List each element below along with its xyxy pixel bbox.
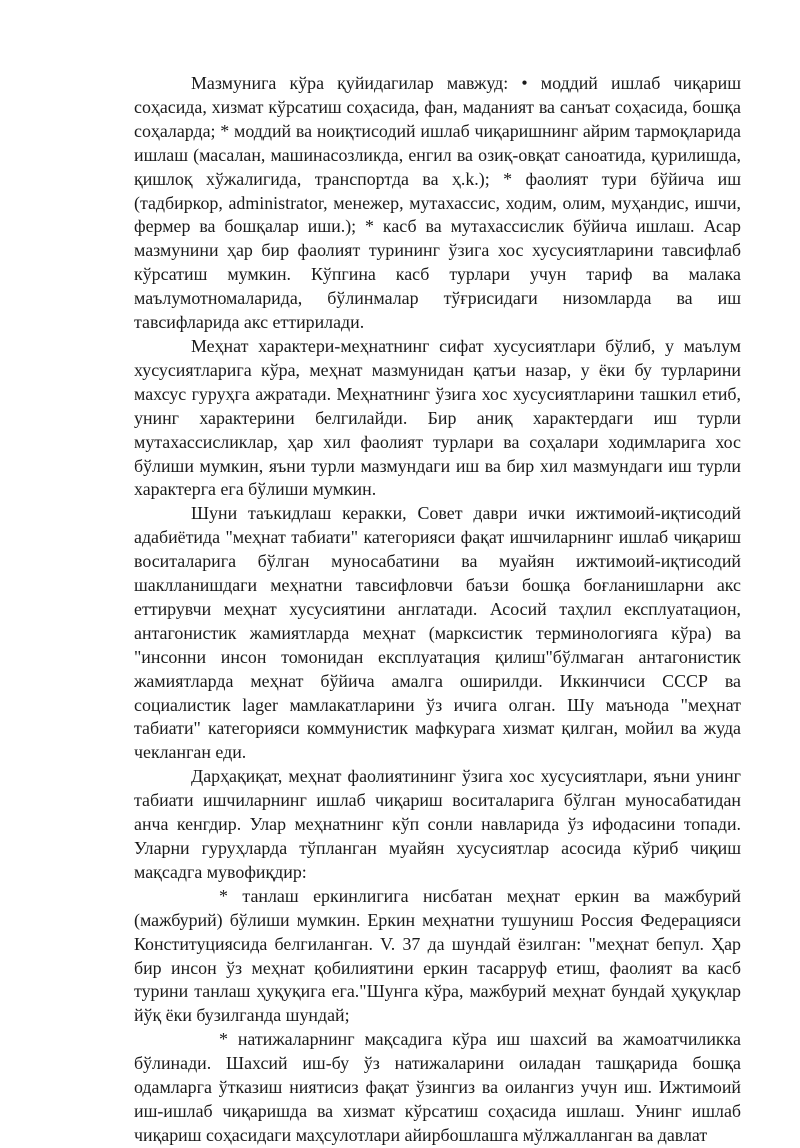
- document-page: [134, 72, 741, 1148]
- bullet-personal-public-labor: * натижаларнинг мақсадига кўра иш шахсий ва жамоатчиликка бўлинади. Шахсий иш-бу ўз натижаларини оиладан ташқарида бошқа одамларга ўтказиш ниятисиз фақат ўзингиз ва оилангиз учун иш. Ижтимоий иш-ишлаб чиқаришда ва хизмат кўрсатиш соҳасида ишлаш. Унинг ишлаб чиқариш соҳасидаги маҳсулотлари айирбошлашга мўлжалланган ва давлат: [134, 1029, 741, 1145]
- bullet-free-forced-labor: * танлаш еркинлигига нисбатан меҳнат еркин ва мажбурий (мажбурий) бўлиши мумкин. Еркин меҳнатни тушуниш Россия Федерацияси Конституциясида белгиланган. V. 37 да шундай ёзилган: "меҳнат бепул. Ҳар бир инсон ўз меҳнат қобилиятини еркин тасарруф етиш, фаолият ва касб турини танлаш ҳуқуқига ега."Шунга кўра, мажбурий меҳнат бундай ҳуқуқлар йўқ ёки бузилганда шундай;: [134, 885, 741, 1026]
- paragraph-labor-content: Мазмунига кўра қуйидагилар мавжуд: • моддий ишлаб чиқариш соҳасида, хизмат кўрсатиш соҳасида, фан, маданият ва санъат соҳасида, бошқа соҳаларда; * моддий ва ноиқтисодий ишлаб чиқаришнинг айрим тармоқларида ишлаш (масалан, машинасозликда, енгил ва озиқ-овқат саноатида, қурилишда, қишлоқ хўжалигида, транспортда ва ҳ.k.); * фаолият тури бўйича иш (тадбиркор, administrator, менежер, мутахассис, ходим, олим, муҳандис, ишчи, фермер ва бошқалар иши.); * касб ва мутахассислик бўйича ишлаш. Асар мазмунини ҳар бир фаолият турининг ўзига хос хусусиятларини тавсифлаб кўрсатиш мумкин. Кўпгина касб турлари учун тариф ва малака маълумотномаларида, бўлинмалар тўғрисидаги низомларда ва иш тавсифларида акс еттирилади.: [134, 73, 741, 333]
- paragraph-labor-features: Дарҳақиқат, меҳнат фаолиятининг ўзига хос хусусиятлари, яъни унинг табиати ишчиларнинг ишлаб чиқариш воситаларига бўлган муносабатидан анча кенгдир. Улар меҳнатнинг кўп сонли навларида ўз ифодасини топади. Уларни гуруҳларда тўпланган муайян хусусиятлар асосида кўриб чиқиш мақсадга мувофиқдир:: [134, 766, 741, 882]
- paragraph-soviet-literature: Шуни таъкидлаш керакки, Совет даври ички ижтимоий-иқтисодий адабиётида "меҳнат табиати" категорияси фақат ишчиларнинг ишлаб чиқариш воситаларига бўлган муносабатини ва муайян ижтимоий-иқтисодий шаклланишдаги меҳнатни тавсифловчи баъзи бошқа боғланишларни акс еттирувчи меҳнат хусусиятини англатади. Асосий таҳлил експлуатацион, антагонистик жамиятларда меҳнат (марксистик терминологияга кўра) ва "инсонни инсон томонидан експлуатация қилиш"бўлмаган антагонистик жамиятларда меҳнат бўйича амалга оширилди. Иккинчиси СССР ва социалистик lager мамлакатларини ўз ичига олган. Шу маънода "меҳнат табиати" категорияси коммунистик мафкурага хизмат қилган, мойил ва жуда чекланган еди.: [134, 503, 741, 763]
- paragraph-labor-character: Меҳнат характери-меҳнатнинг сифат хусусиятлари бўлиб, у маълум хусусиятларига кўра, меҳнат мазмунидан қатъи назар, у ёки бу турларини махсус гуруҳга ажратади. Меҳнатнинг ўзига хос хусусиятларини ташкил етиб, унинг характерини белгилайди. Бир аниқ характердаги иш турли мутахассисликлар, ҳар хил фаолият турлари ва соҳалари ходимларига хос бўлиши мумкин, яъни турли мазмундаги иш ва бир хил мазмундаги иш турли характерга ега бўлиши мумкин.: [134, 335, 741, 500]
